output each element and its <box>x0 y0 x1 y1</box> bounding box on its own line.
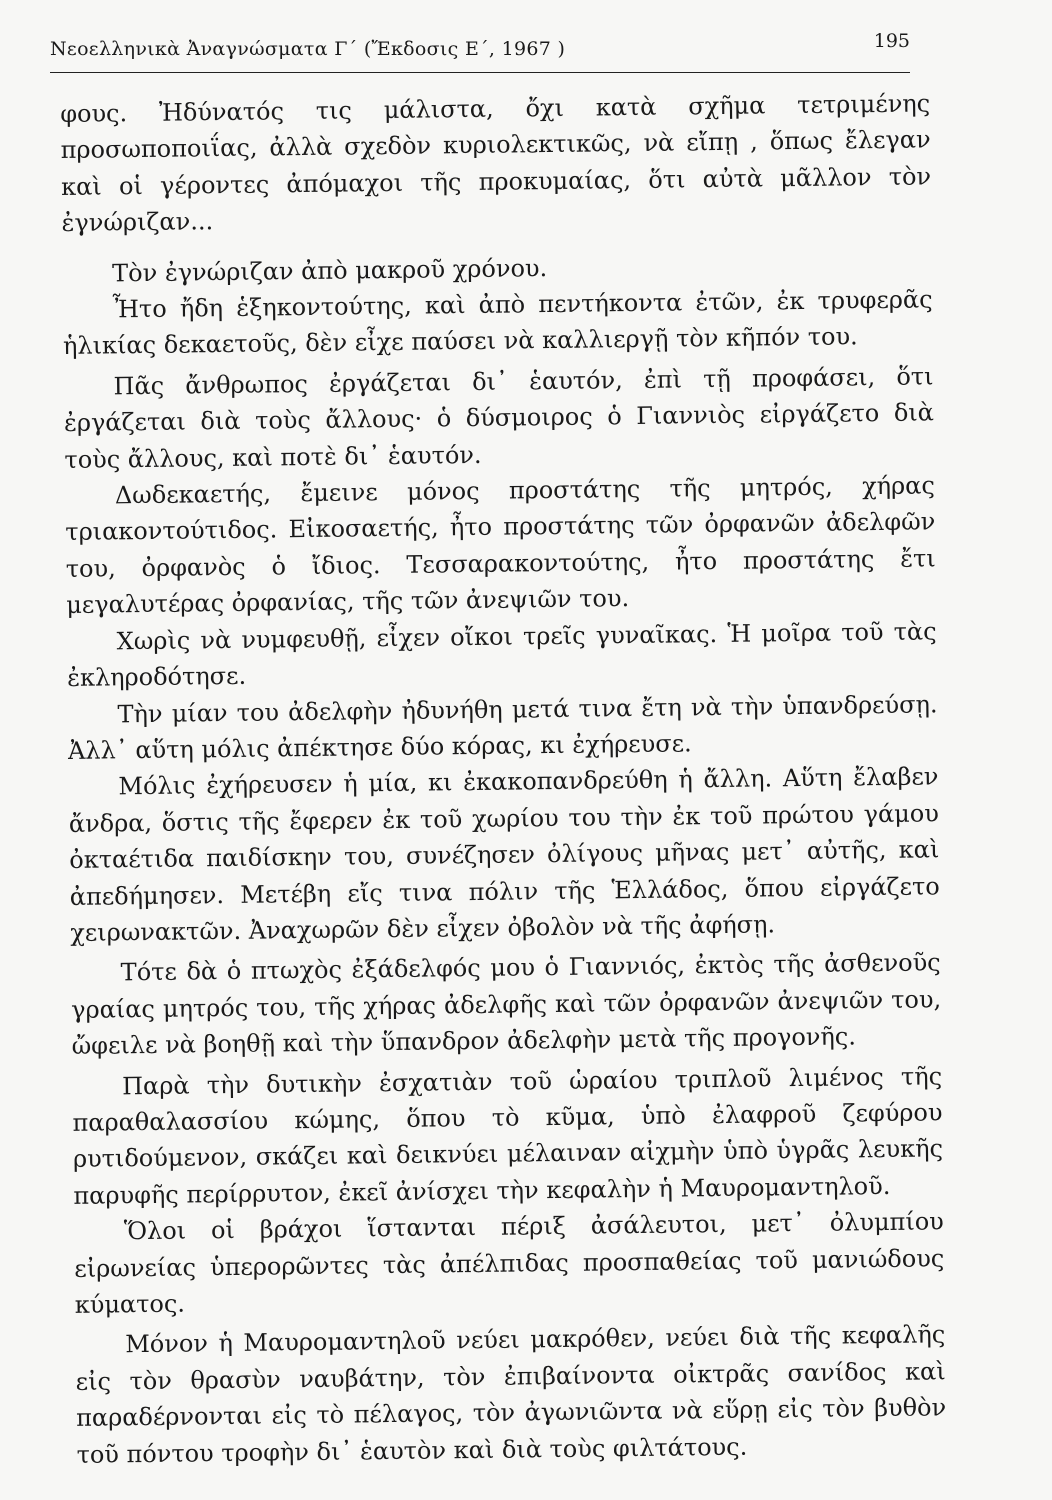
paragraph: Τότε δὰ ὁ πτωχὸς ἐξάδελφός μου ὁ Γιαννιός, ἐκτὸς τῆς ἀσθενοῦς γραίας μητρός του, τῆς χήρας ἀδελφῆς καὶ τῶν ὀρφανῶν ἀνεψιῶν του, ὤφειλε νὰ βοηθῇ καὶ τὴν ὕπανδρον ἀδελφὴν μετὰ τῆς προγονῆς. <box>70 948 942 1061</box>
paragraph-continuation: φους. Ἠδύνατός τις μάλιστα, ὄχι κατὰ σχῆμα τετριμένης προσωποποιΐας, ἀλλὰ σχεδὸν κυριολεκτικῶς, νὰ εἴπῃ , ὅπως ἔλεγαν καὶ οἱ γέροντες ἀπόμαχοι τῆς προκυμαίας, ὅτι αὐτὰ μᾶλλον τὸν ἐγνώριζαν... <box>60 89 932 238</box>
paragraph: Παρὰ τὴν δυτικὴν ἐσχατιὰν τοῦ ὡραίου τριπλοῦ λιμένος τῆς παραθαλασσίου κώμης, ὅπου τὸ κῦμα, ὑπὸ ἐλαφροῦ ζεφύρου ρυτιδούμενον, σκάζει καὶ δεικνύει μέλαιναν αἰχμὴν ὑπὸ ὑγρᾶς λευκῆς παρυφῆς περίρρυτον, ἐκεῖ ἀνίσχει τὴν κεφαλὴν ἡ Μαυρομαντηλοῦ. <box>72 1061 944 1210</box>
page-number: 195 <box>873 30 910 52</box>
running-title: Νεοελληνικὰ Ἀναγνώσματα Γ΄ (Ἔκδοσις Ε΄, 1967 ) <box>50 38 566 60</box>
paragraph: Δωδεκαετής, ἔμεινε μόνος προστάτης τῆς μητρός, χήρας τριακοντούτιδος. Εἰκοσαετής, ἦτο προστάτης τῶν ὀρφανῶν ἀδελφῶν του, ὀρφανὸς ὁ ἴδιος. Τεσσαρακοντούτης, ἦτο προστάτης ἔτι μεγαλυτέρας ὀρφανίας, τῆς τῶν ἀνεψιῶν του. <box>65 471 936 620</box>
paragraph: Ὅλοι οἱ βράχοι ἵστανται πέριξ ἀσάλευτοι, μετ᾿ ὀλυμπίου εἰρωνείας ὑπερορῶντες τὰς ἀπέλπιδας προσπαθείας τοῦ μανιώδους κύματος. <box>74 1207 945 1319</box>
paragraph: Μόνον ἡ Μαυρομαντηλοῦ νεύει μακρόθεν, νεύει διὰ τῆς κεφαλῆς εἰς τὸν θρασὺν ναυβάτην, τὸν ἐπιβαίνοντα οἰκτρᾶς σανίδος καὶ παραδέρνονται εἰς τὸ πέλαγος, τὸν ἀγωνιῶντα νὰ εὕρῃ εἰς τὸν βυθὸν τοῦ πόντου τροφὴν δι᾿ ἑαυτὸν καὶ διὰ τοὺς φιλτάτους. <box>75 1320 947 1469</box>
paragraph: Πᾶς ἄνθρωπος ἐργάζεται δι᾿ ἑαυτόν, ἐπὶ τῇ προφάσει, ὅτι ἐργάζεται διὰ τοὺς ἄλλους· ὁ δύσμοιρος ὁ Γιαννιὸς εἰργάζετο διὰ τοὺς ἄλλους, καὶ ποτὲ δι᾿ ἑαυτόν. <box>63 362 935 474</box>
running-header <box>50 28 910 73</box>
paragraph: Μόλις ἐχήρευσεν ἡ μία, κι ἐκακοπανδρεύθη ἡ ἄλλη. Αὕτη ἔλαβεν ἄνδρα, ὅστις τῆς ἔφερεν ἐκ τοῦ χωρίου του τὴν ἐκ τοῦ πρώτου γάμου ὀκταέτιδα παιδίσκην του, συνέζησεν ὀλίγους μῆνας μετ᾿ αὐτῆς, καὶ ἀπεδήμησεν. Μετέβη εἴς τινα πόλιν τῆς Ἑλλάδος, ὅπου εἰργάζετο χειρωνακτῶν. Ἀναχωρῶν δὲν εἶχεν ὀβολὸν νὰ τῆς ἀφήσῃ. <box>68 762 940 947</box>
body-text <box>60 85 947 1473</box>
paragraph: Τὸν ἐγνώριζαν ἀπὸ μακροῦ χρόνου. <box>111 253 548 287</box>
paragraph: Ἦτο ἤδη ἑξηκοντούτης, καὶ ἀπὸ πεντήκοντα ἐτῶν, ἐκ τρυφερᾶς ἡλικίας δεκαετοῦς, δὲν εἶχε παύσει νὰ καλλιεργῇ τὸν κῆπόν του. <box>62 285 933 361</box>
paragraph: Χωρὶς νὰ νυμφευθῇ, εἶχεν οἴκοι τρεῖς γυναῖκας. Ἡ μοῖρα τοῦ τὰς ἐκληροδότησε. <box>66 617 937 693</box>
paragraph: Τὴν μίαν του ἀδελφὴν ἠδυνήθη μετά τινα ἔτη νὰ τὴν ὑπανδρεύσῃ. Ἀλλ᾿ αὕτη μόλις ἀπέκτησε δύο κόρας, κι ἐχήρευσε. <box>67 689 938 765</box>
